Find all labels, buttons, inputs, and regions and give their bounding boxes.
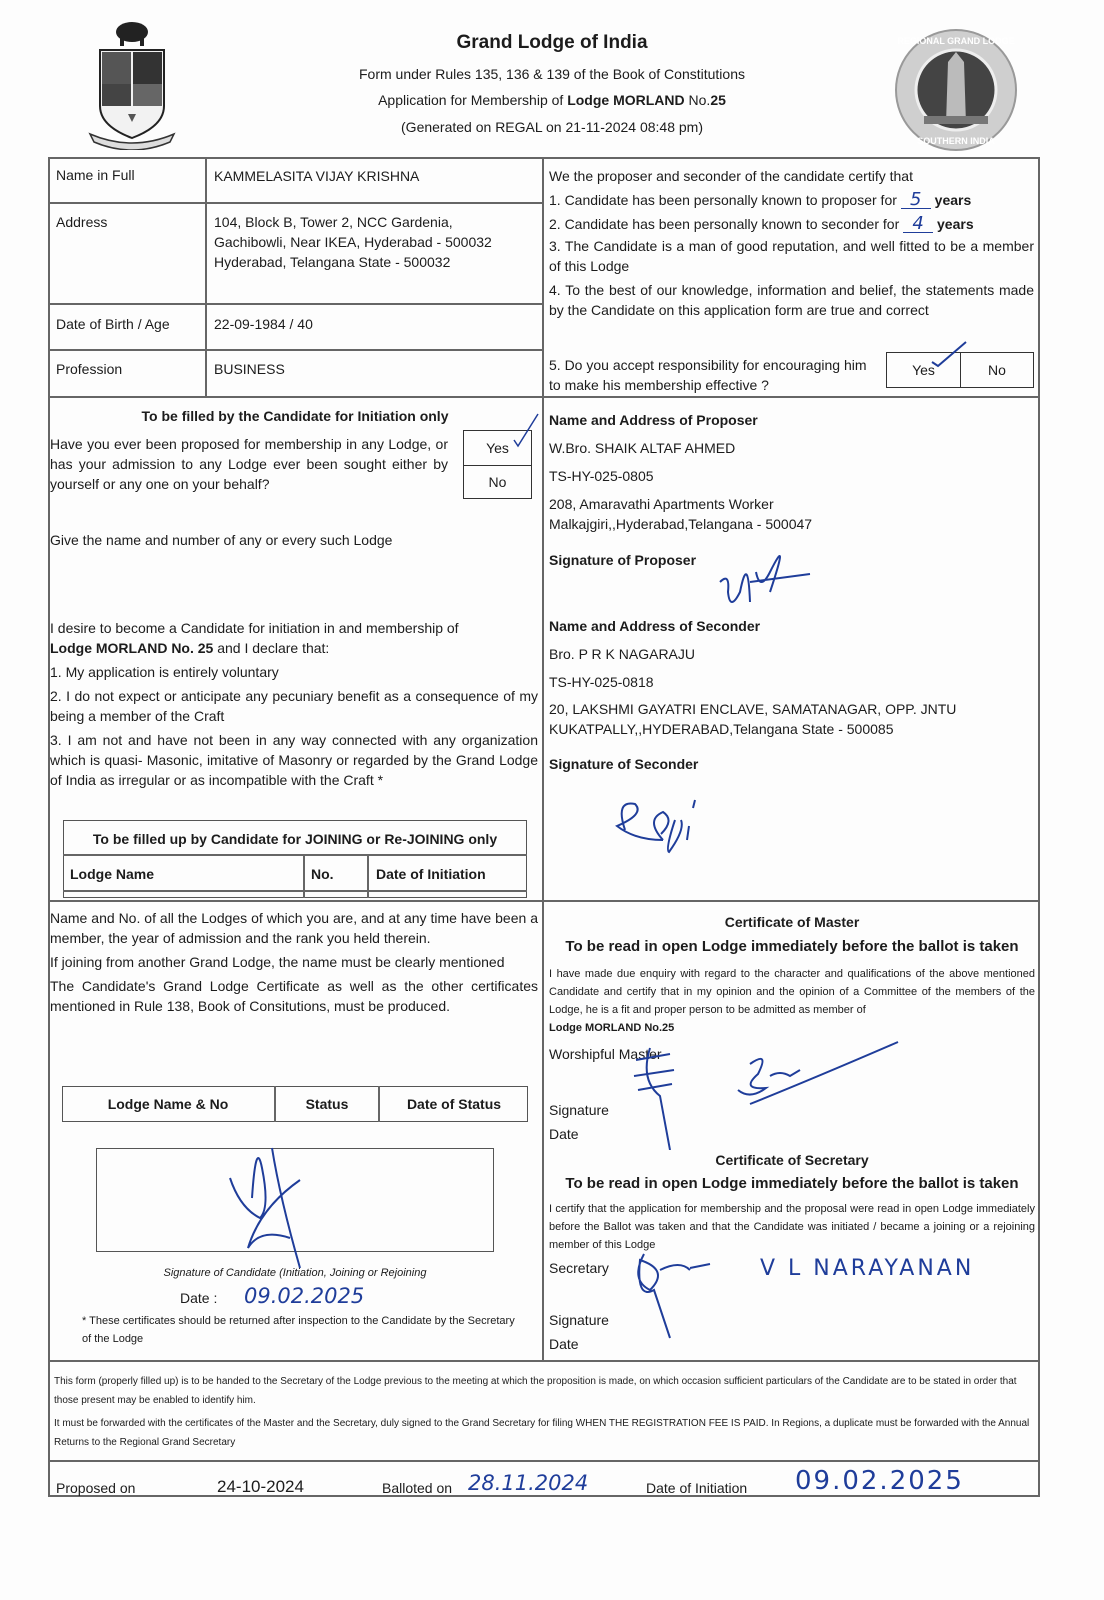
name-label: Name in Full xyxy=(56,167,135,183)
seconder-name: Bro. P R K NAGARAJU xyxy=(549,646,696,662)
address-label: Address xyxy=(56,214,108,230)
initiation-question: Have you ever been proposed for membership in any Lodge, or has your admission to any Lodge ever been sought either by yourself or any one on your behalf? xyxy=(50,436,448,492)
table-divider xyxy=(63,890,527,892)
proposer-address: 208, Amaravathi Apartments Worker Malkajgiri,,Hyderabad,Telangana - 500047 xyxy=(549,496,813,532)
master-lodge: Lodge MORLAND No.25 xyxy=(549,1022,675,1034)
profession-label: Profession xyxy=(56,361,123,377)
give-name-instruction: Give the name and number of any or every such Lodge xyxy=(50,532,393,548)
section-divider xyxy=(48,900,1040,902)
col-status: Status xyxy=(305,1096,349,1112)
svg-text:SOUTHERN INDIA: SOUTHERN INDIA xyxy=(917,136,995,146)
proposer-heading: Name and Address of Proposer xyxy=(549,412,758,428)
proposed-on-label: Proposed on xyxy=(56,1480,136,1496)
proposer-signature xyxy=(710,532,840,617)
regional-seal-logo xyxy=(894,28,1018,152)
checkmark-icon xyxy=(930,340,970,370)
certify-no-option[interactable]: No xyxy=(960,352,1034,388)
certificates-footnote: * These certificates should be returned after inspection to the Candidate by the Secretary of the Lodge xyxy=(82,1315,515,1345)
secretary-title: Certificate of Secretary xyxy=(715,1152,869,1168)
proposer-reg-no: TS-HY-025-0805 xyxy=(549,468,654,484)
col-lodge-name-no: Lodge Name & No xyxy=(107,1096,229,1112)
initiation-heading: To be filled by the Candidate for Initiation only xyxy=(141,408,449,424)
secretary-signature xyxy=(630,1250,720,1340)
secretary-handwritten-name: V L NARAYANAN xyxy=(760,1256,975,1281)
candidate-date-label: Date : xyxy=(180,1290,218,1306)
checkmark-icon xyxy=(512,412,542,452)
certify-item5: 5. Do you accept responsibility for encouraging him to make his membership effective ? xyxy=(549,357,867,393)
page-title: Grand Lodge of India xyxy=(456,32,648,53)
form-subtitle: Form under Rules 135, 136 & 139 of the Book of Constitutions xyxy=(358,66,745,82)
declaration: I desire to become a Candidate for initiation in and membership of Lodge MORLAND No. 25 and I declare that: 1. My application is entirely voluntary 2. I do not expect or anticipate any pecuniary benefit as a consequence of my being a member of the Craft 3. I am not and have not been in any way connected with any organization which is quasi- Masonic, imitative of Masonry or regarded by the Grand Lodge of India as irregular or as incompatible with the Craft * xyxy=(50,620,538,788)
certify-yes-option[interactable]: Yes xyxy=(886,352,961,388)
proposer-signature-label: Signature of Proposer xyxy=(549,552,697,568)
seconder-address: 20, LAKSHMI GAYATRI ENCLAVE, SAMATANAGAR, OPP. JNTU KUKATPALLY,,HYDERABAD,Telangana State - 500085 xyxy=(549,701,957,737)
certify-section: We the proposer and seconder of the candidate certify that 1. Candidate has been personally known to proposer for 5 years 2. Candidate has been personally known to seconder for 4 years 3. The Candidate is a man of good reputation, and well fitted to be a member of this Lodge 4. To the best of our knowledge, information and belief, the statements made by the Candidate on this application form are true and correct xyxy=(549,168,1034,318)
date-of-initiation-label: Date of Initiation xyxy=(646,1480,748,1496)
initiation-no-option[interactable]: No xyxy=(463,465,532,499)
lodges-instructions: Name and No. of all the Lodges of which you are, and at any time have been a member, the year of admission and the rank you held therein. If joining from another Grand Lodge, the name must be clearly mentioned The Candidate's Grand Lodge Certificate as well as the other certificates mentioned in Rule 138, Book of Consitutions, must be produced. xyxy=(50,910,538,1014)
master-date-label: Date xyxy=(549,1126,579,1142)
details-divider xyxy=(205,157,207,397)
row-divider xyxy=(48,303,542,305)
section-divider xyxy=(48,1460,1040,1462)
secretary-role: Secretary xyxy=(549,1260,609,1276)
proposer-name: W.Bro. SHAIK ALTAF AHMED xyxy=(549,440,736,456)
master-signature-label: Signature xyxy=(549,1102,609,1118)
secretary-body: I certify that the application for membership and the proposal were read in open Lodge immediately before the Ballot was taken and that the Candidate was initiated / became a joining or a rejoining member of this Lodge xyxy=(549,1203,1035,1251)
seconder-reg-no: TS-HY-025-0818 xyxy=(549,674,654,690)
generated-timestamp: (Generated on REGAL on 21-11-2024 08:48 pm) xyxy=(401,119,703,135)
balloted-on-value[interactable]: 28.11.2024 xyxy=(468,1471,589,1495)
application-line: Application for Membership of Lodge MORLAND No.25 xyxy=(378,92,726,108)
candidate-signature-caption: Signature of Candidate (Initiation, Joining or Rejoining xyxy=(163,1267,427,1279)
initiation-yes-option[interactable]: Yes xyxy=(463,430,532,466)
section-divider xyxy=(48,396,1040,398)
master-subtitle: To be read in open Lodge immediately before the ballot is taken xyxy=(565,938,1019,955)
master-role: Worshipful Master xyxy=(549,1046,662,1062)
address-value: 104, Block B, Tower 2, NCC Gardenia, Gachibowli, Near IKEA, Hyderabad - 500032 Hyderabad, Telangana State - 500032 xyxy=(214,214,492,270)
col-date-of-initiation: Date of Initiation xyxy=(376,866,486,882)
proposed-on-value: 24-10-2024 xyxy=(217,1477,304,1496)
col-date-of-status: Date of Status xyxy=(406,1096,502,1112)
secretary-date-label: Date xyxy=(549,1336,579,1352)
dob-label: Date of Birth / Age xyxy=(56,316,170,332)
col-no: No. xyxy=(311,866,334,882)
date-of-initiation-value[interactable]: 09.02.2025 xyxy=(795,1466,964,1496)
seconder-signature-label: Signature of Seconder xyxy=(549,756,699,772)
master-body: I have made due enquiry with regard to the character and qualifications of the above mentioned Candidate and certify that in my opinion and the opinion of a Committee of the members of the Lodge, he is a fit and proper person to be admitted as member of xyxy=(549,968,1035,1016)
candidate-date-value[interactable]: 09.02.2025 xyxy=(244,1284,365,1308)
seconder-heading: Name and Address of Seconder xyxy=(549,618,761,634)
footer-note-1: This form (properly filled up) is to be handed to the Secretary of the Lodge previous to the meeting at which the proposition is made, on which occasion sufficient particulars of the Candidate are to be stated in order that those present may be enabled to identify him. xyxy=(54,1376,1017,1406)
balloted-on-label: Balloted on xyxy=(382,1480,453,1496)
master-signature xyxy=(630,1040,910,1150)
footer-note-2: It must be forwarded with the certificates of the Master and the Secretary, duly signed to the Grand Secretary for filing WHEN THE REGISTRATION FEE IS PAID. In Regions, a duplicate must be forwarded with the Annual Returns to the Regional Grand Secretary xyxy=(54,1418,1030,1448)
proposer-years-field[interactable]: 5 xyxy=(901,192,931,209)
seconder-signature xyxy=(605,790,755,870)
section-divider xyxy=(48,1360,1040,1362)
row-divider xyxy=(48,202,542,204)
secretary-subtitle: To be read in open Lodge immediately before the ballot is taken xyxy=(565,1175,1019,1192)
dob-value: 22-09-1984 / 40 xyxy=(214,316,313,332)
secretary-signature-label: Signature xyxy=(549,1312,609,1328)
row-divider xyxy=(48,349,542,351)
svg-text:REGIONAL GRAND LODGE: REGIONAL GRAND LODGE xyxy=(897,36,1015,46)
master-title: Certificate of Master xyxy=(724,914,860,930)
table-divider xyxy=(63,854,527,856)
name-value: KAMMELASITA VIJAY KRISHNA xyxy=(214,168,420,184)
profession-value: BUSINESS xyxy=(214,361,285,377)
col-lodge-name: Lodge Name xyxy=(70,866,155,882)
joining-table-heading: To be filled up by Candidate for JOINING or Re-JOINING only xyxy=(92,831,498,847)
candidate-signature xyxy=(200,1138,350,1278)
seconder-years-field[interactable]: 4 xyxy=(903,216,933,233)
